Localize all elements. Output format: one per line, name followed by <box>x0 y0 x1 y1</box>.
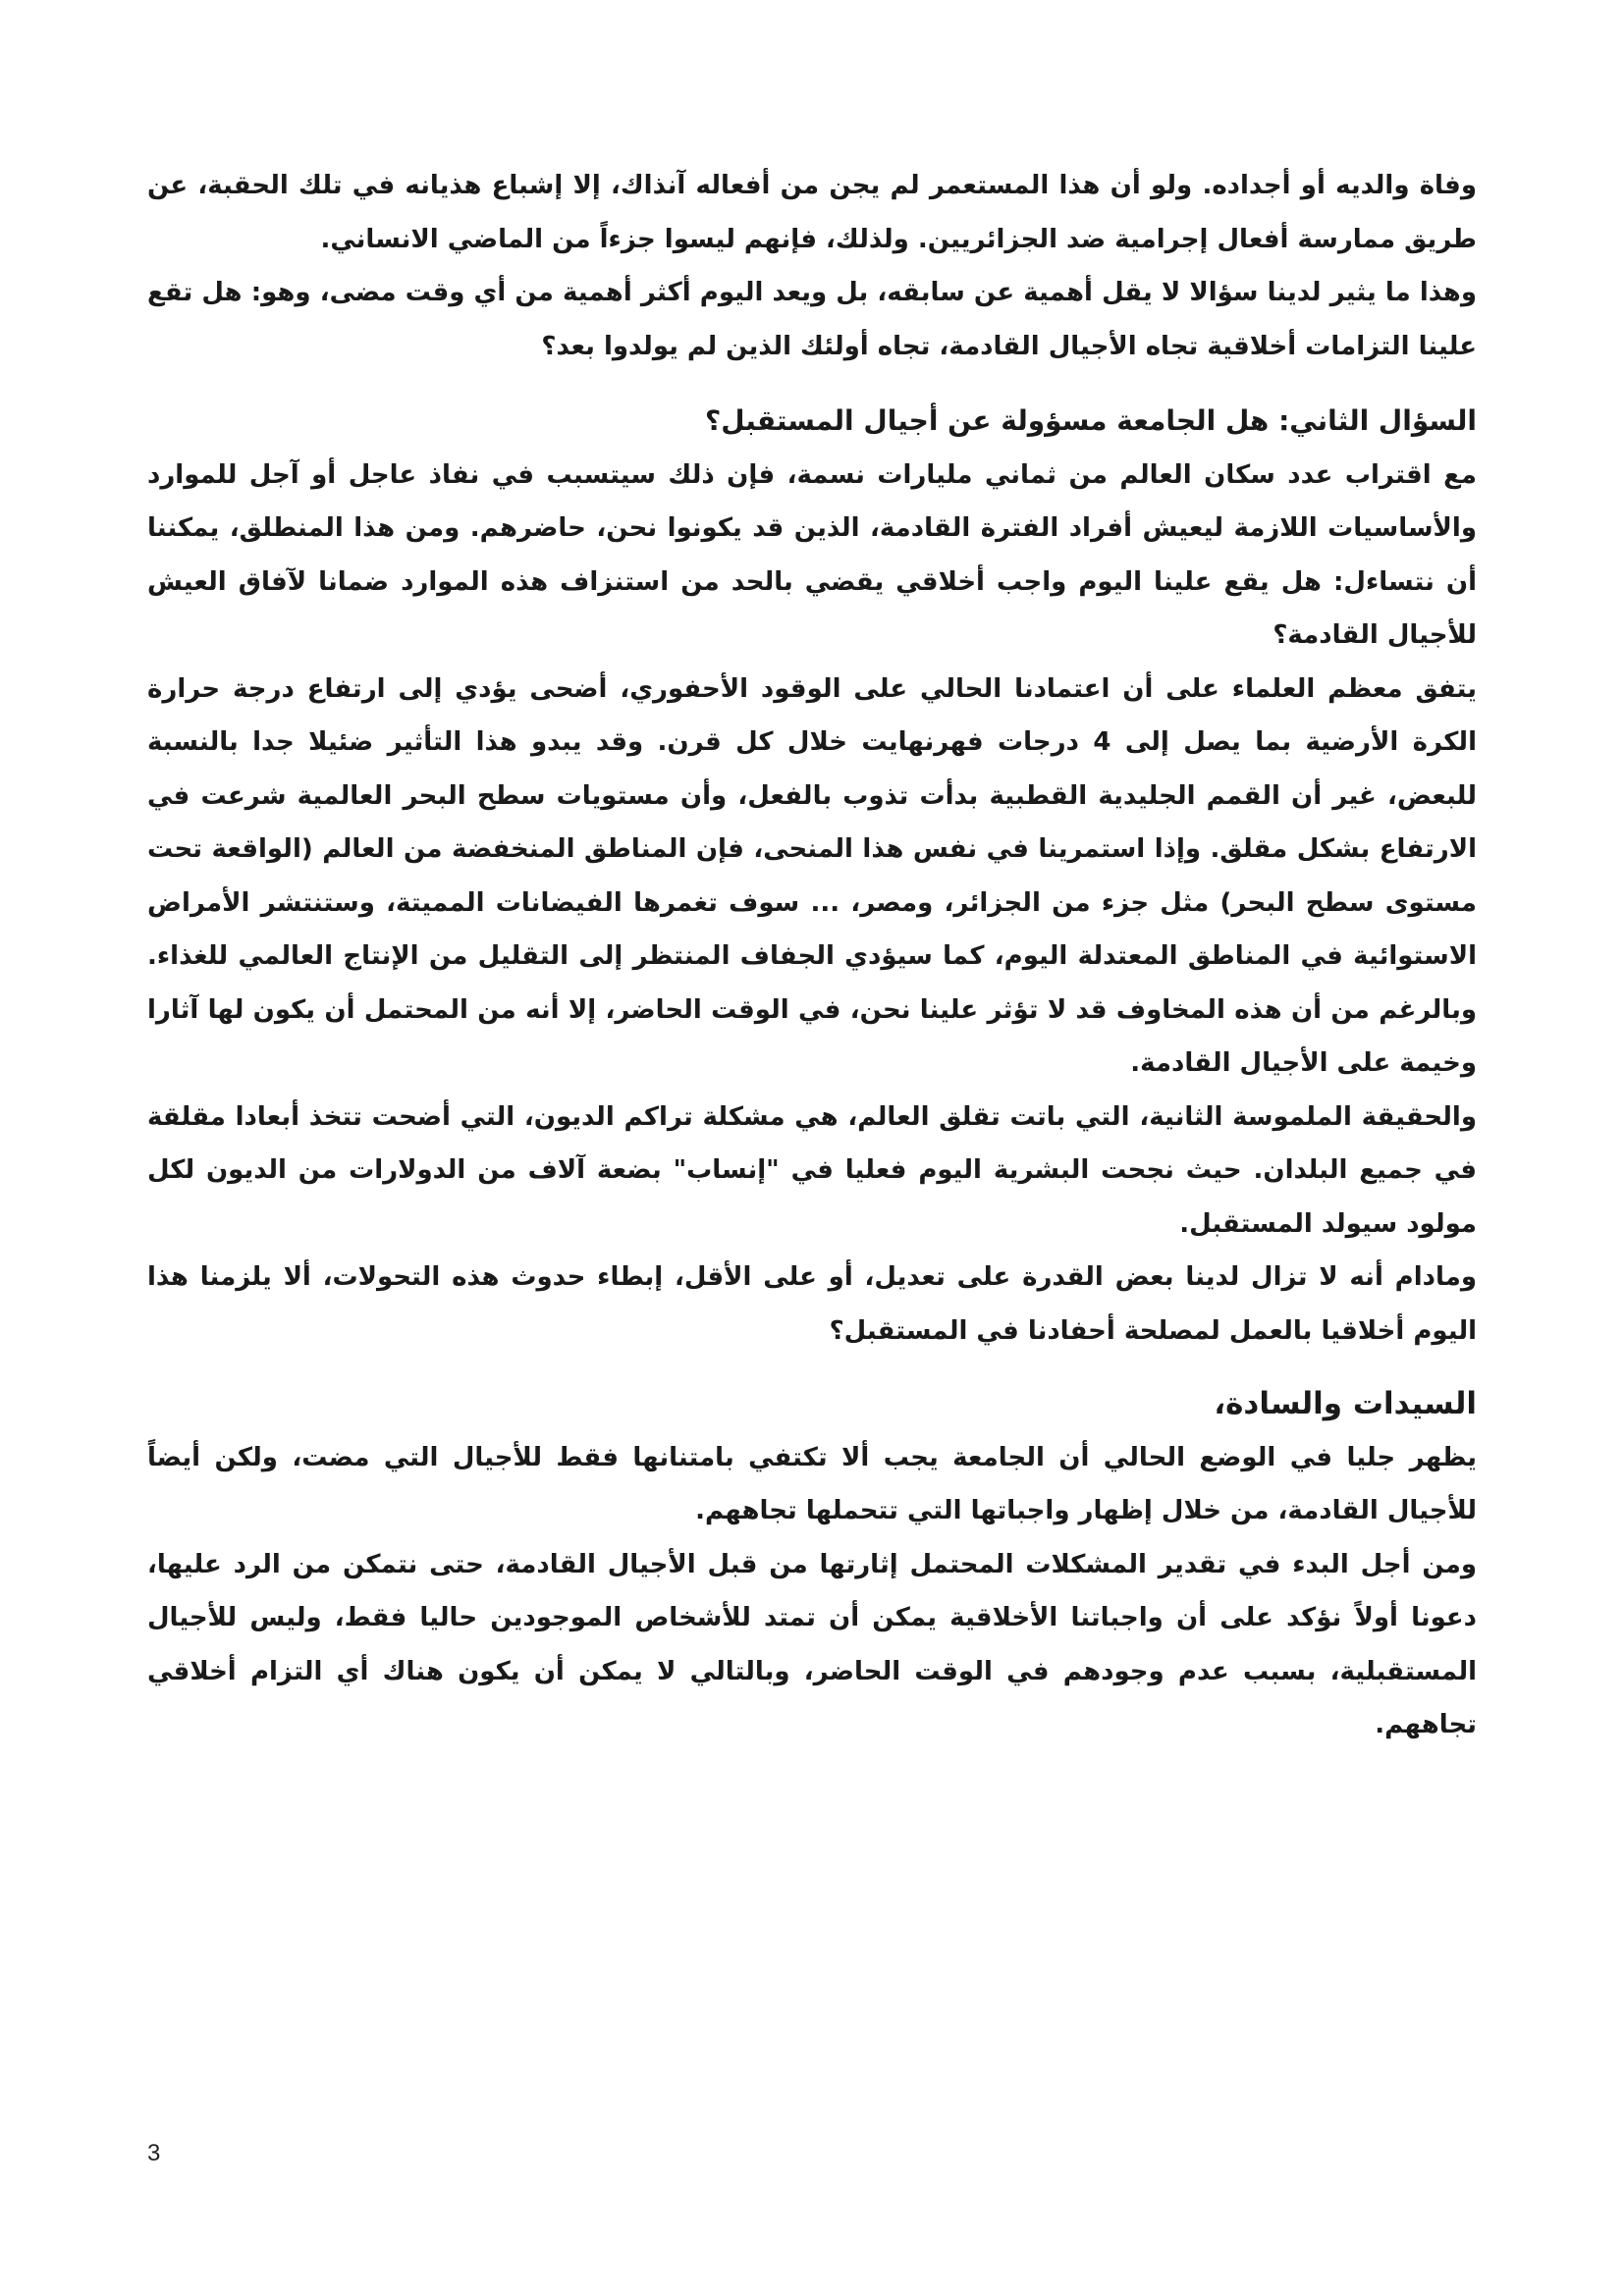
paragraph-debt: والحقيقة الملموسة الثانية، التي باتت تقلق العالم، هي مشكلة تراكم الديون، التي أضحت تتخذ أبعادا مقلقة في جميع البلدان. حيث نجحت البشرية اليوم فعليا في "إنساب" بضعة آلاف من الدولارات من الديون لكل مولود سيولد المستقبل. <box>147 1101 1477 1239</box>
paragraph-university-duty: يظهر جليا في الوضع الحالي أن الجامعة يجب ألا تكتفي بامتنانها فقط للأجيال التي مضت، ولكن أيضاً للأجيال القادمة، من خلال إظهار واجباتها التي تتحملها تجاههم. <box>147 1442 1477 1525</box>
section-heading-second-question: السؤال الثاني: هل الجامعة مسؤولة عن أجيال المستقبل؟ <box>705 404 1477 437</box>
document-body <box>147 159 1477 1752</box>
page-number: 3 <box>147 2140 161 2166</box>
paragraph-question-intro: وهذا ما يثير لدينا سؤالا لا يقل أهمية عن سابقه، بل ويعد اليوم أكثر أهمية من أي وقت مضى، وهو: هل تقع علينا التزامات أخلاقية تجاه الأجيال القادمة، تجاه أولئك الذين لم يولدوا بعد؟ <box>147 278 1477 361</box>
section-heading-address: السيدات والسادة، <box>1214 1386 1477 1421</box>
paragraph-colonizer: وفاة والديه أو أجداده. ولو أن هذا المستعمر لم يجن من أفعاله آنذاك، إلا إشباع هذيانه في تلك الحقبة، عن طريق ممارسة أفعال إجرامية ضد الجزائريين. ولذلك، فإنهم ليسوا جزءاً من الماضي الانساني. <box>147 171 1477 254</box>
paragraph-population: مع اقتراب عدد سكان العالم من ثماني مليارات نسمة، فإن ذلك سيتسبب في نفاذ عاجل أو آجل للموارد والأساسيات اللازمة ليعيش أفراد الفترة القادمة، الذين قد يكونوا نحن، حاضرهم. ومن هذا المنطلق، يمكننا أن نتساءل: هل يقع علينا اليوم واجب أخلاقي يقضي بالحد من استنزاف هذه الموارد ضمانا لآفاق العيش للأجيال القادمة؟ <box>147 459 1477 650</box>
paragraph-obligation: ومادام أنه لا تزال لدينا بعض القدرة على تعديل، أو على الأقل، إبطاء حدوث هذه التحولات، ألا يلزمنا هذا اليوم أخلاقيا بالعمل لمصلحة أحفادنا في المستقبل؟ <box>147 1262 1477 1346</box>
paragraph-future-problems: ومن أجل البدء في تقدير المشكلات المحتمل إثارتها من قبل الأجيال القادمة، حتى نتمكن من الرد عليها، دعونا أولاً نؤكد على أن واجباتنا الأخلاقية يمكن أن تمتد للأشخاص الموجودين حاليا فقط، وليس للأجيال المستقبلية، بسبب عدم وجودهم في الوقت الحاضر، وبالتالي لا يمكن أن يكون هناك أي التزام أخلاقي تجاههم. <box>147 1549 1477 1739</box>
paragraph-climate: يتفق معظم العلماء على أن اعتمادنا الحالي على الوقود الأحفوري، أضحى يؤدي إلى ارتفاع درجة حرارة الكرة الأرضية بما يصل إلى 4 درجات فهرنهايت خلال كل قرن. وقد يبدو هذا التأثير ضئيلا جدا بالنسبة للبعض، غير أن القمم الجليدية القطبية بدأت تذوب بالفعل، وأن مستويات سطح البحر العالمية شرعت في الارتفاع بشكل مقلق. وإذا استمرينا في نفس هذا المنحى، فإن المناطق المنخفضة من العالم (الواقعة تحت مستوى سطح البحر) مثل جزء من الجزائر، ومصر، ... سوف تغمرها الفيضانات المميتة، وستنتشر الأمراض الاستوائية في المناطق المعتدلة اليوم، كما سيؤدي الجفاف المنتظر إلى التقليل من الإنتاج العالمي للغذاء. وبالرغم من أن هذه المخاوف قد لا تؤثر علينا نحن، في الوقت الحاضر، إلا أنه من المحتمل أن يكون لها آثارا وخيمة على الأجيال القادمة. <box>147 673 1477 1078</box>
